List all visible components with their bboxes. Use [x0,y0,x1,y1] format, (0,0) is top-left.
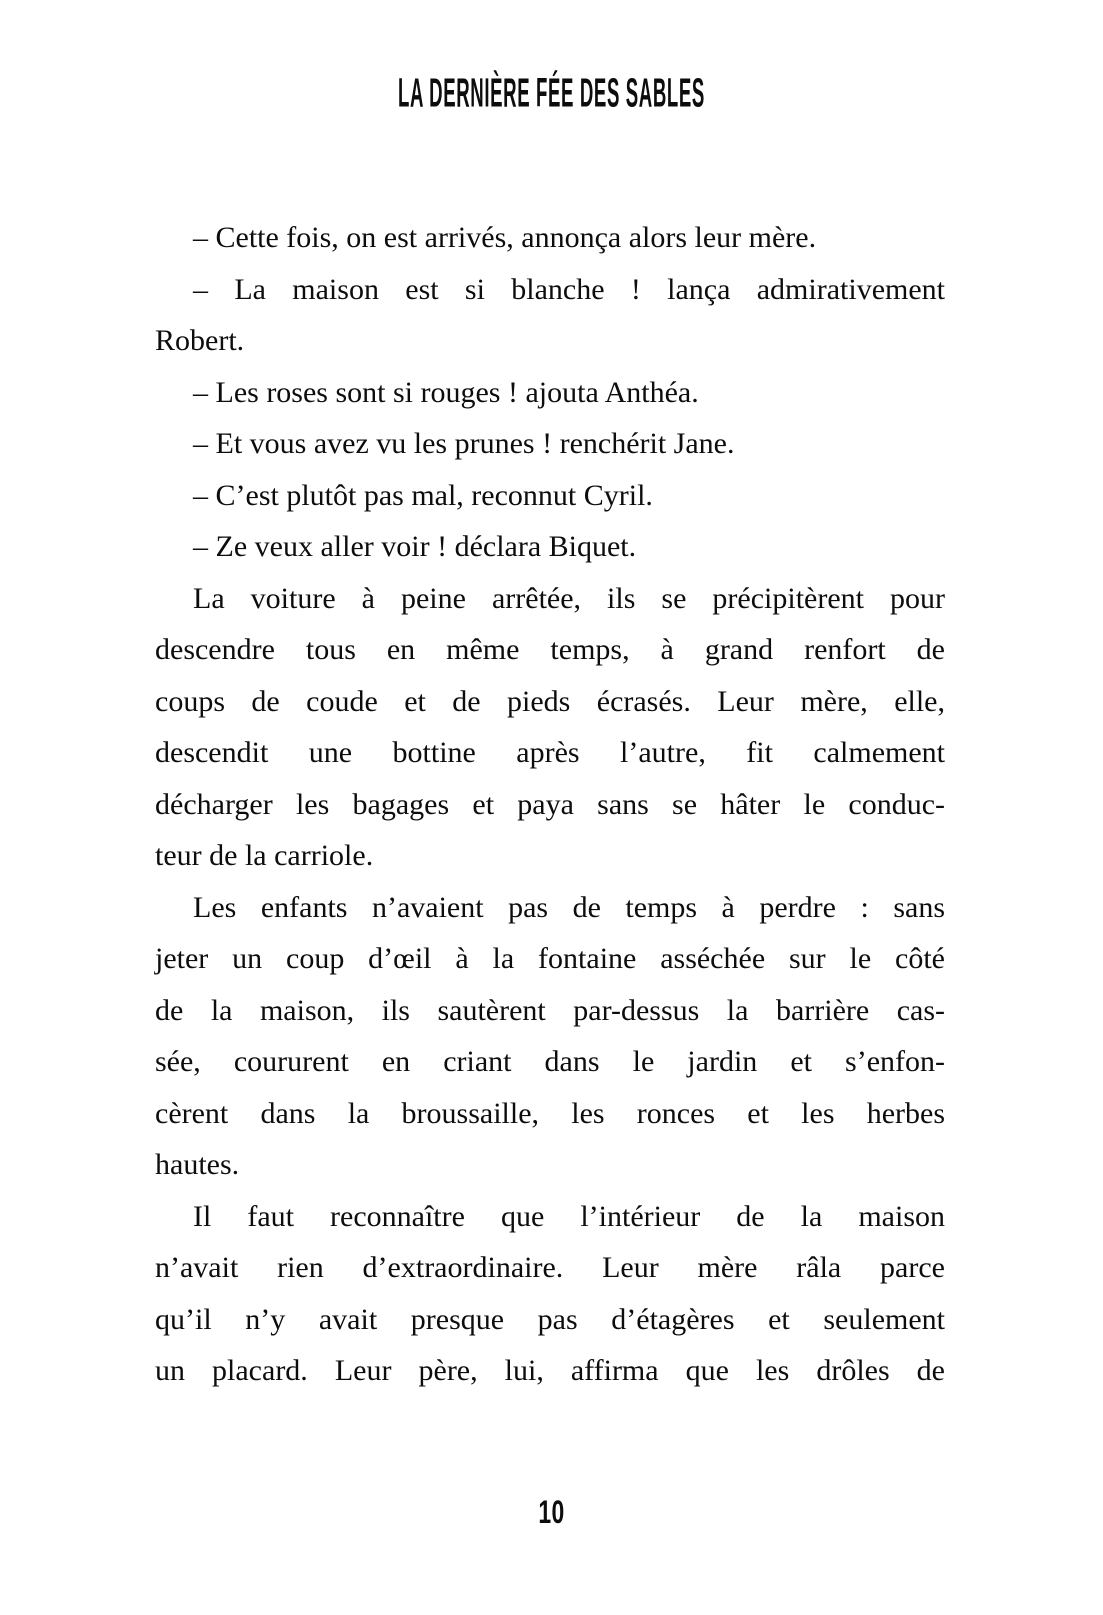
paragraph [155,418,945,470]
text-line: hautes. [155,1148,240,1181]
text-line: sée, coururent en criant dans le jardin et s’enfon- [155,1045,945,1078]
text-line: La voiture à peine arrêtée, ils se précipitèrent pour [193,581,945,615]
text-line: Les enfants n’avaient pas de temps à perdre : sans [193,890,945,924]
paragraph [155,573,945,882]
paragraph [155,367,945,419]
text-line: – Et vous avez vu les prunes ! renchérit Jane. [193,427,735,460]
text-line: descendit une bottine après l’autre, fit calmement [155,736,945,769]
text-line: jeter un coup d’œil à la fontaine asséchée sur le côté [155,942,945,975]
text-line: – C’est plutôt pas mal, reconnut Cyril. [193,478,653,512]
book-title: LA DERNIÈRE FÉE DES SABLES [398,71,705,116]
paragraph [155,882,945,1191]
paragraph [155,470,945,522]
text-line: teur de la carriole. [155,839,374,872]
page-number: 10 [538,1494,565,1530]
text-body [155,212,945,1397]
paragraph [155,212,945,264]
paragraph [155,1191,945,1397]
text-line: Il faut reconnaître que l’intérieur de la maison [193,1199,945,1233]
text-line: qu’il n’y avait presque pas d’étagères et seulement [155,1302,945,1336]
text-line: décharger les bagages et paya sans se hâter le conduc- [155,787,945,821]
paragraph [155,521,945,573]
paragraph [155,264,945,367]
text-line: un placard. Leur père, lui, affirma que les drôles de [155,1354,945,1387]
text-line: coups de coude et de pieds écrasés. Leur mère, elle, [155,684,945,718]
text-line: – Cette fois, on est arrivés, annonça alors leur mère. [193,221,817,254]
text-line: de la maison, ils sautèrent par-dessus la barrière cas- [155,993,945,1027]
text-line: n’avait rien d’extraordinaire. Leur mère râla parce [155,1251,945,1284]
text-line: – Les roses sont si rouges ! ajouta Anthéa. [193,375,699,409]
text-line: descendre tous en même temps, à grand renfort de [155,633,945,666]
text-line: – La maison est si blanche ! lança admirativement [193,272,945,306]
text-line: – Ze veux aller voir ! déclara Biquet. [193,530,637,563]
text-line: cèrent dans la broussaille, les ronces et les herbes [155,1096,945,1130]
page-footer [0,1494,1103,1529]
running-header [0,70,1103,116]
text-line: Robert. [155,324,245,357]
